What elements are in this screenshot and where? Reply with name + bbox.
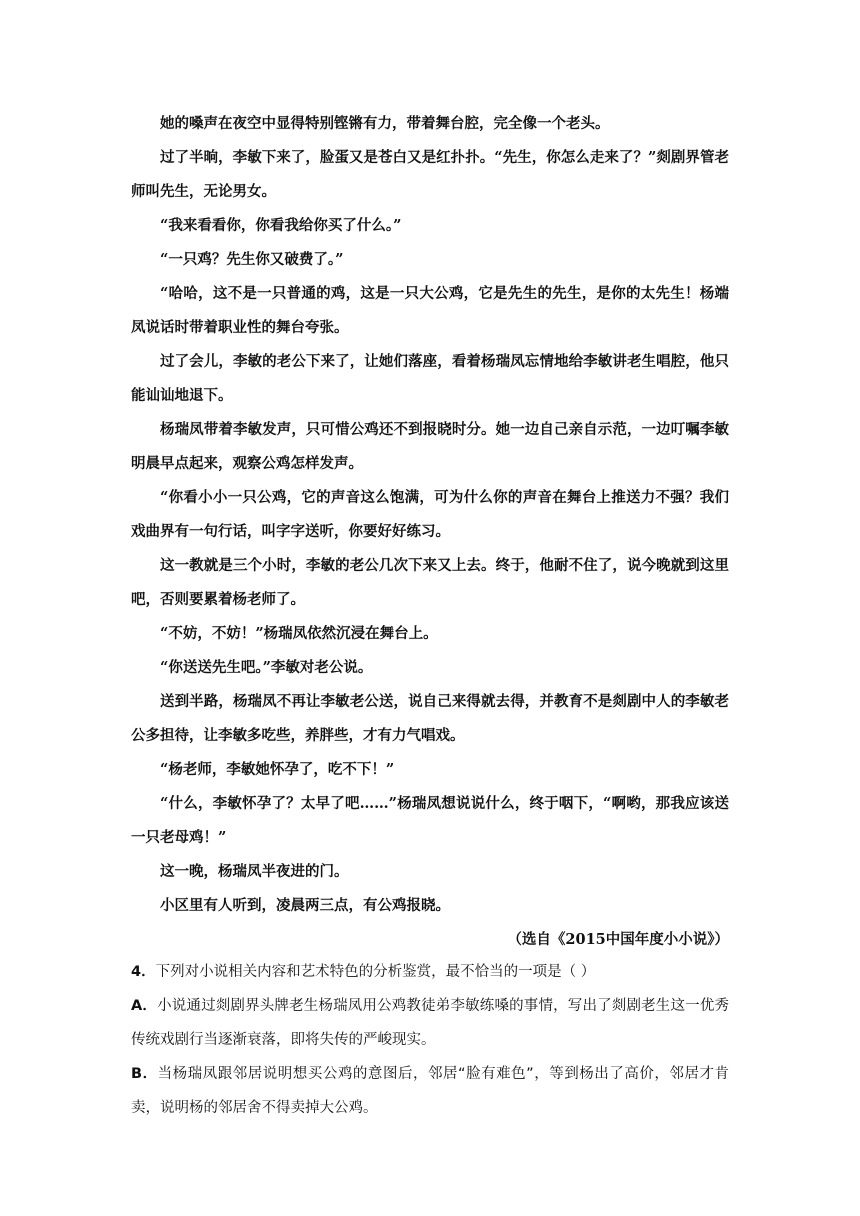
story-paragraph: 过了半晌，李敏下来了，脸蛋又是苍白又是红扑扑。“先生，你怎么走来了？”剡剧界管老师叫先生，无论男女。	[131, 149, 729, 200]
story-paragraph: 送到半路，杨瑞凤不再让李敏老公送，说自己来得就去得，并教育不是剡剧中人的李敏老公多担待，让李敏多吃些，养胖些，才有力气唱戏。	[131, 693, 729, 744]
story-paragraph: 小区里有人听到，凌晨两三点，有公鸡报晓。	[160, 897, 450, 914]
option-a-label: A．	[131, 998, 158, 1014]
story-paragraph: “什么，李敏怀孕了？太早了吧……”杨瑞凤想说说什么，终于咽下，“啊哟，那我应该送一只老母鸡！”	[131, 795, 729, 846]
story-paragraph: 过了会儿，李敏的老公下来了，让她们落座，看着杨瑞凤忘情地给李敏讲老生唱腔，他只能讪讪地退下。	[131, 353, 729, 404]
option-a-text: 小说通过剡剧界头牌老生杨瑞凤用公鸡教徒弟李敏练嗓的事情，写出了剡剧老生这一优秀传统戏剧行当逐渐衰落，即将失传的严峻现实。	[131, 998, 729, 1048]
story-text	[131, 107, 729, 957]
option-b-label: B．	[131, 1066, 158, 1082]
story-paragraph: “不妨，不妨！”杨瑞凤依然沉浸在舞台上。	[160, 625, 438, 642]
question-number: 4．	[131, 964, 156, 980]
question-stem	[131, 955, 729, 989]
story-paragraph: “你送送先生吧。”李敏对老公说。	[160, 659, 373, 676]
story-paragraph: “杨老师，李敏她怀孕了，吃不下！”	[160, 761, 395, 778]
story-source: （选自《2015中国年度小小说》）	[507, 931, 729, 948]
option-b	[131, 1057, 729, 1125]
story-paragraph: “你看小小一只公鸡，它的声音这么饱满，可为什么你的声音在舞台上推送力不强？我们戏曲界有一句行话，叫字字送听，你要好好练习。	[131, 489, 729, 540]
option-a	[131, 989, 729, 1057]
option-b-text: 当杨瑞凤跟邻居说明想买公鸡的意图后，邻居“脸有难色”，等到杨出了高价，邻居才肯卖，说明杨的邻居舍不得卖掉大公鸡。	[131, 1066, 729, 1116]
story-paragraph: 这一晚，杨瑞凤半夜进的门。	[160, 863, 349, 880]
story-paragraph: 她的嗓声在夜空中显得特别铿锵有力，带着舞台腔，完全像一个老头。	[160, 115, 610, 132]
question-stem-text: 下列对小说相关内容和艺术特色的分析鉴赏，最不恰当的一项是（ ）	[155, 964, 596, 980]
story-paragraph: “一只鸡？先生你又破费了。”	[160, 251, 344, 268]
story-paragraph: “我来看看你，你看我给你买了什么。”	[160, 217, 402, 234]
story-paragraph: 杨瑞凤带着李敏发声，只可惜公鸡还不到报晓时分。她一边自己亲自示范，一边叮嘱李敏明晨早点起来，观察公鸡怎样发声。	[131, 421, 729, 472]
story-paragraph: 这一教就是三个小时，李敏的老公几次下来又上去。终于，他耐不住了，说今晚就到这里吧，否则要累着杨老师了。	[131, 557, 729, 608]
question-block	[131, 955, 729, 1125]
story-paragraph: “哈哈，这不是一只普通的鸡，这是一只大公鸡，它是先生的先生，是你的太先生！杨端凤说话时带着职业性的舞台夸张。	[131, 285, 729, 336]
